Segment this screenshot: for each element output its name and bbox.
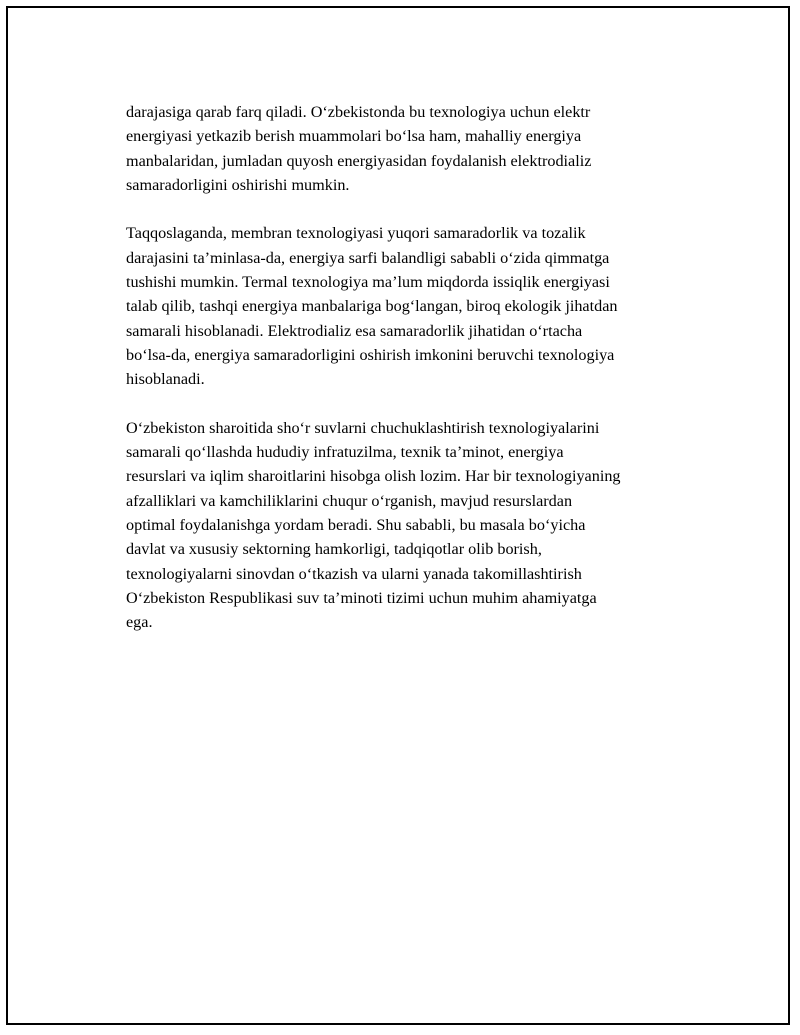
text-line: O‘zbekiston sharoitida sho‘r suvlarni chuchuklashtirish texnologiyalarini	[126, 418, 600, 437]
text-line: darajasiga qarab farq qiladi. O‘zbekistonda bu texnologiya uchun elektr	[126, 103, 591, 121]
text-line: energiyasi yetkazib berish muammolari bo‘lsa ham, mahalliy energiya	[126, 127, 582, 146]
text-line: davlat va xususiy sektorning hamkorligi, tadqiqotlar olib borish,	[126, 540, 542, 559]
text-line: bo‘lsa-da, energiya samaradorligini oshirish imkonini beruvchi texnologiya	[126, 345, 615, 364]
text-line: samarali qo‘llashda hududiy infratuzilma, texnik ta’minot, energiya	[126, 443, 564, 462]
text-line: resurslari va iqlim sharoitlarini hisobga olish lozim. Har bir texnologiyaning	[126, 467, 621, 486]
text-line: tushishi mumkin. Termal texnologiya ma’lum miqdorda issiqlik energiyasi	[126, 273, 610, 292]
text-line: O‘zbekiston Respublikasi suv ta’minoti tizimi uchun muhim ahamiyatga	[126, 588, 597, 607]
text-line: texnologiyalarni sinovdan o‘tkazish va ularni yanada takomillashtirish	[126, 564, 582, 583]
text-line: manbalaridan, jumladan quyosh energiyasidan foydalanish elektrodializ	[126, 151, 592, 170]
text-line: hisoblanadi.	[126, 370, 205, 389]
text-line: talab qilib, tashqi energiya manbalariga bog‘langan, biroq ekologik jihatdan	[126, 297, 618, 316]
paragraph-3	[126, 416, 696, 635]
paragraph-2	[126, 221, 696, 391]
text-line: afzalliklari va kamchiliklarini chuqur o‘rganish, mavjud resurslardan	[126, 491, 573, 510]
text-line: ega.	[126, 613, 153, 632]
text-line: optimal foydalanishga yordam beradi. Shu sababli, bu masala bo‘yicha	[126, 516, 586, 535]
page-frame	[6, 6, 790, 1025]
text-line: Taqqoslaganda, membran texnologiyasi yuqori samaradorlik va tozalik	[126, 224, 586, 243]
paragraph-1	[126, 100, 696, 197]
text-line: samarali hisoblanadi. Elektrodializ esa samaradorlik jihatidan o‘rtacha	[126, 321, 583, 340]
document-body	[126, 100, 696, 659]
text-line: samaradorligini oshirishi mumkin.	[126, 175, 350, 194]
text-line: darajasini ta’minlasa-da, energiya sarfi balandligi sababli o‘zida qimmatga	[126, 248, 610, 267]
